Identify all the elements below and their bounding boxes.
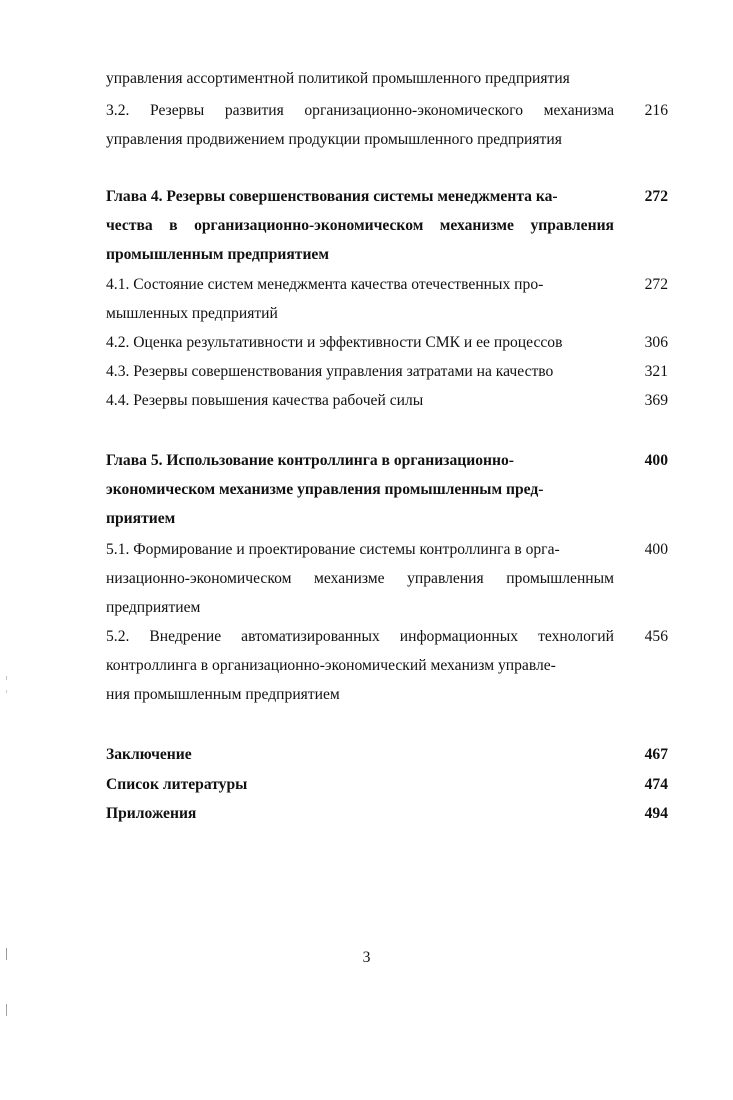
toc-line: приятием bbox=[106, 510, 176, 527]
toc-line: 4.4. Резервы повышения качества рабочей силы bbox=[106, 392, 424, 409]
scan-mark bbox=[6, 1004, 7, 1016]
toc-line: Приложения bbox=[106, 805, 197, 822]
toc-line: 4.1. Состояние систем менеджмента качества отечественных про- bbox=[106, 276, 544, 293]
toc-page-number: 306 bbox=[644, 334, 668, 351]
toc-entry-text bbox=[106, 622, 614, 709]
page-number: 3 bbox=[362, 949, 371, 966]
toc-entry-text bbox=[106, 386, 423, 415]
toc-entry-text bbox=[106, 328, 562, 357]
toc-entry-text bbox=[106, 357, 553, 386]
toc-line: экономическом механизме управления промышленным пред- bbox=[106, 481, 544, 498]
toc-entry-text bbox=[106, 182, 614, 269]
toc-entry-text bbox=[106, 770, 247, 799]
toc-page-number: 400 bbox=[644, 452, 668, 469]
toc-page-number: 474 bbox=[644, 776, 668, 793]
toc-page-number: 272 bbox=[644, 276, 668, 293]
toc-entry-text bbox=[106, 799, 196, 828]
toc-page-number: 272 bbox=[644, 188, 668, 205]
toc-page-number: 400 bbox=[644, 541, 668, 558]
toc-entry-text bbox=[106, 270, 614, 328]
toc-page-number: 321 bbox=[644, 363, 668, 380]
toc-line: 4.3. Резервы совершенствования управления затратами на качество bbox=[106, 363, 554, 380]
toc-line: ния промышленным предприятием bbox=[106, 686, 340, 703]
toc-entry-text bbox=[106, 535, 614, 622]
toc-line: 5.2. Внедрение автоматизированных информационных технологий bbox=[106, 628, 614, 645]
scan-mark bbox=[6, 676, 7, 680]
toc-page-number: 369 bbox=[644, 392, 668, 409]
toc-line: 4.2. Оценка результативности и эффективности СМК и ее процессов bbox=[106, 334, 563, 351]
toc-entry-text bbox=[106, 446, 614, 533]
toc-page-number: 494 bbox=[644, 805, 668, 822]
toc-line: Заключение bbox=[106, 746, 192, 763]
toc-line: мышленных предприятий bbox=[106, 305, 278, 322]
toc-line: 3.2. Резервы развития организационно-экономического механизма bbox=[106, 102, 614, 119]
toc-line: Список литературы bbox=[106, 776, 248, 793]
toc-line: управления ассортиментной политикой промышленного предприятия bbox=[106, 70, 570, 87]
toc-entry-text bbox=[106, 64, 570, 93]
toc-line: управления продвижением продукции промышленного предприятия bbox=[106, 131, 562, 148]
toc-entry-text bbox=[106, 96, 614, 154]
toc-page-number: 456 bbox=[644, 628, 668, 645]
toc-line: предприятием bbox=[106, 599, 201, 616]
toc-page-number: 216 bbox=[644, 102, 668, 119]
scan-mark bbox=[6, 948, 7, 960]
toc-line: Глава 5. Использование контроллинга в организационно- bbox=[106, 452, 514, 469]
toc-line: Глава 4. Резервы совершенствования системы менеджмента ка- bbox=[106, 188, 558, 205]
toc-entry-text bbox=[106, 740, 192, 769]
toc-line: низационно-экономическом механизме управления промышленным bbox=[106, 570, 614, 587]
toc-line: промышленным предприятием bbox=[106, 246, 329, 263]
toc-page-number: 467 bbox=[644, 746, 668, 763]
toc-line: 5.1. Формирование и проектирование системы контроллинга в орга- bbox=[106, 541, 560, 558]
toc-line: чества в организационно-экономическом механизме управления bbox=[106, 217, 614, 234]
scan-mark bbox=[6, 690, 7, 693]
toc-line: контроллинга в организационно-экономический механизм управле- bbox=[106, 657, 556, 674]
